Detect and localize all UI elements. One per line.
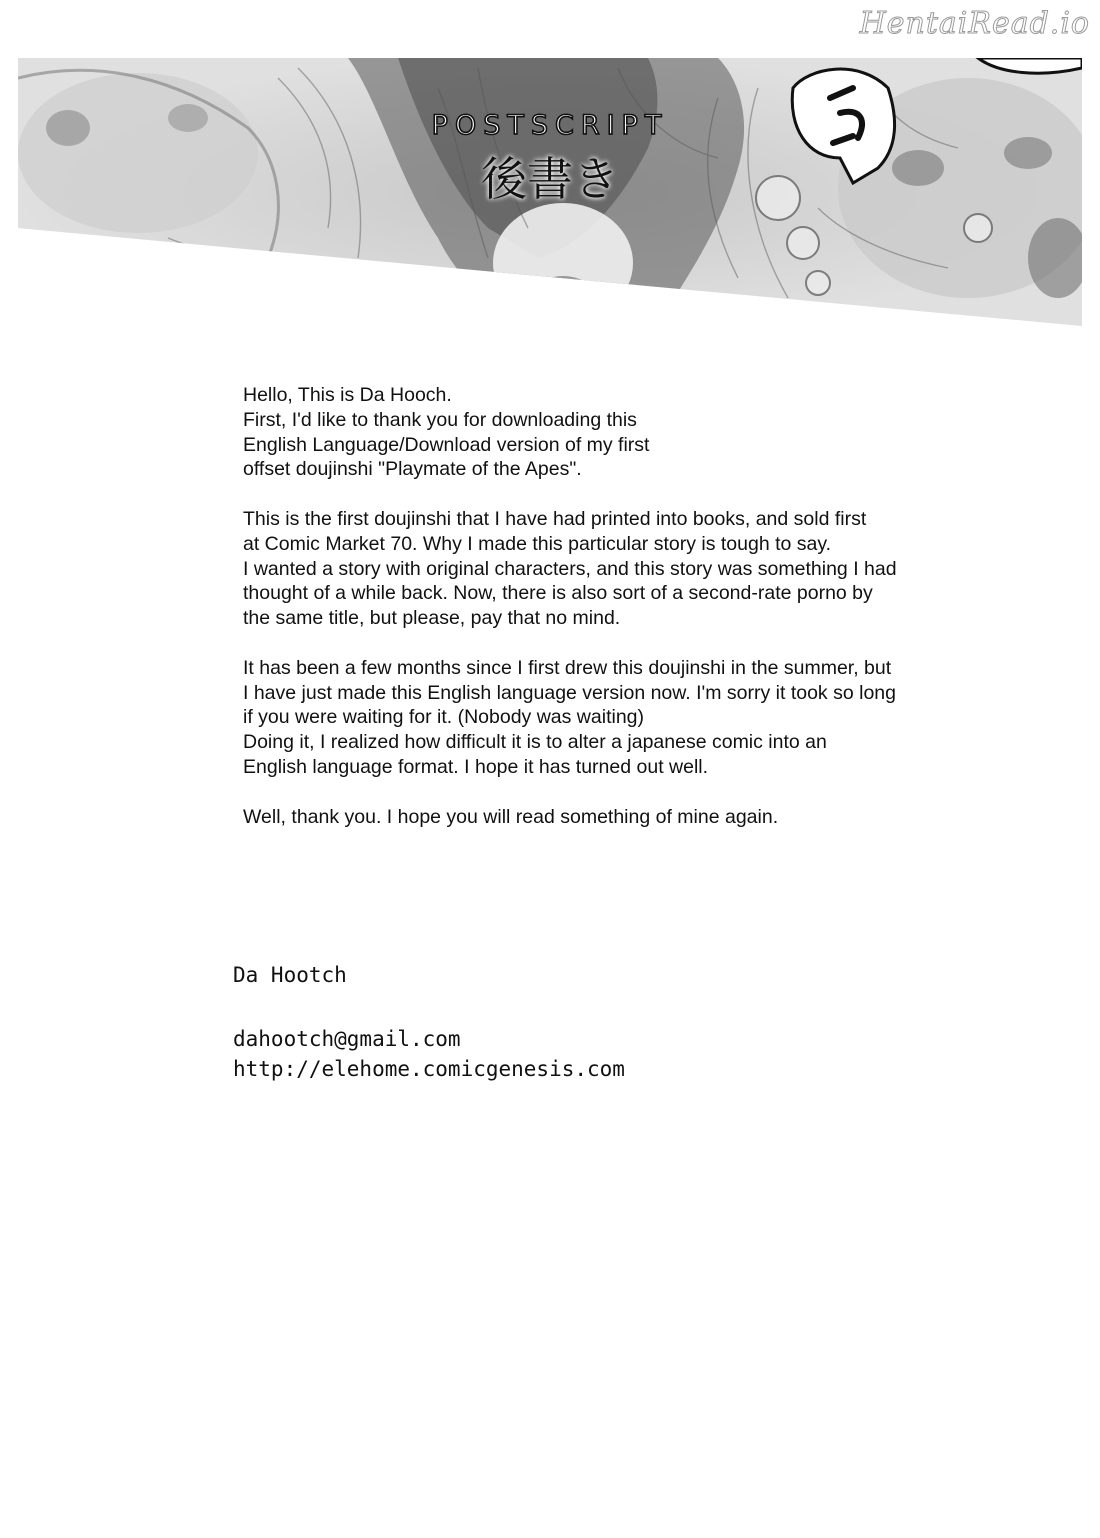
author-email: dahootch@gmail.com (233, 1027, 461, 1051)
author-url: http://elehome.comicgenesis.com (233, 1057, 625, 1081)
contact-info (233, 1024, 625, 1084)
title-english: POSTSCRIPT (431, 110, 669, 141)
paragraph: Well, thank you. I hope you will read something of mine again. (243, 805, 779, 828)
postscript-body (243, 383, 963, 854)
paragraph: This is the first doujinshi that I have had printed into books, and sold first at Comic Market 70. Why I made this particular story is tough to say. I wanted a story with original characters, and this story was something I had thought of a while back. Now, there is also sort of a second-rate porno by the same title, but please, pay that no mind. (243, 507, 897, 630)
site-watermark: HentaiRead.io (859, 6, 1090, 41)
paragraph: It has been a few months since I first drew this doujinshi in the summer, but I have just made this English language version now. I'm sorry it took so long if you were waiting for it. (Nobody was waiting) Doing it, I realized how difficult it is to alter a japanese comic into an English language format. I hope it has turned out well. (243, 656, 896, 778)
author-name: Da Hootch (233, 963, 347, 987)
paragraph: Hello, This is Da Hooch. First, I'd like to thank you for downloading this English Language/Download version of my first offset doujinshi "Playmate of the Apes". (243, 384, 650, 481)
header-banner (18, 58, 1082, 326)
title-japanese: 後書き (481, 152, 619, 206)
banner-title (18, 110, 1082, 209)
